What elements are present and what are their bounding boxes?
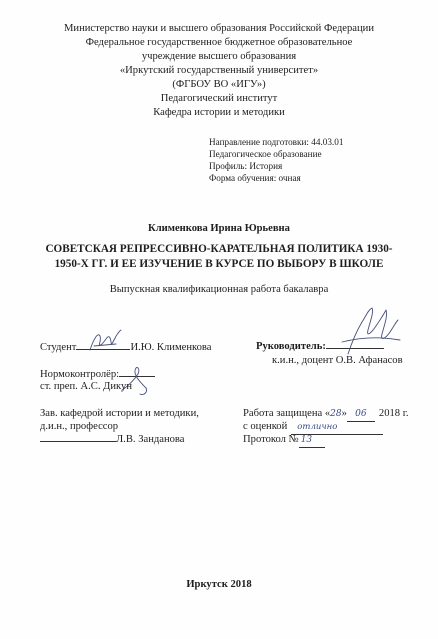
university-name: «Иркутский государственный университет» (119, 65, 319, 76)
normcontrol-name: ст. преп. А.С. Дикун (40, 381, 132, 392)
city-year: Иркутск 2018 (186, 579, 252, 590)
head-position-line-2: д.и.н., профессор (40, 421, 119, 432)
author-name: Клименкова Ирина Юрьевна (148, 223, 290, 234)
defense-grade-row: с оценкой отлично (243, 420, 383, 435)
thesis-title-line-2: 1950-Х ГГ. И ЕЕ ИЗУЧЕНИЕ В КУРСЕ ПО ВЫБОРУ В ШКОЛЕ (54, 258, 384, 270)
direction-of-study: Направление подготовки: 44.03.01 (209, 137, 344, 147)
thesis-title-line-1: СОВЕТСКАЯ РЕПРЕССИВНО-КАРАТЕЛЬНАЯ ПОЛИТИКА 1930- (45, 243, 393, 255)
student-label: Студент (40, 342, 77, 353)
head-row (40, 433, 185, 446)
head-position-line-1: Зав. кафедрой истории и методики, (40, 408, 199, 419)
student-row (40, 341, 212, 354)
institution-line-1: Федеральное государственное бюджетное образовательное (85, 37, 353, 48)
supervisor-label: Руководитель: (256, 340, 384, 353)
defense-day: 28 (330, 409, 342, 419)
defense-grade: отлично (297, 422, 338, 432)
institute-name: Педагогический институт (160, 93, 278, 104)
profile: Профиль: История (209, 161, 283, 171)
supervisor-signature (338, 302, 402, 358)
supervisor-name: к.и.н., доцент О.В. Афанасов (272, 355, 403, 366)
department-name: Кафедра истории и методики (153, 107, 285, 118)
head-name: Л.В. Занданова (116, 434, 185, 445)
institution-line-2: учреждение высшего образования (141, 51, 297, 62)
normcontrol-label: Нормоконтролёр: (40, 368, 155, 381)
work-type: Выпускная квалификационная работа бакалавра (109, 284, 329, 295)
ministry-line: Министерство науки и высшего образования Российской Федерации (63, 23, 374, 34)
defense-protocol-row: Протокол № 13 (243, 433, 325, 448)
education-type: Педагогическое образование (209, 149, 322, 159)
protocol-number: 13 (300, 435, 313, 445)
university-abbr: (ФГБОУ ВО «ИГУ») (172, 79, 266, 90)
student-name: И.Ю. Клименкова (130, 342, 212, 353)
defense-year: 2018 г. (378, 408, 409, 419)
defense-date-row: Работа защищена «28» 06 2018 г. (243, 407, 409, 422)
study-form: Форма обучения: очная (209, 173, 301, 183)
student-signature (88, 326, 124, 356)
head-signature-line (40, 441, 116, 442)
defense-month: 06 (355, 409, 367, 419)
